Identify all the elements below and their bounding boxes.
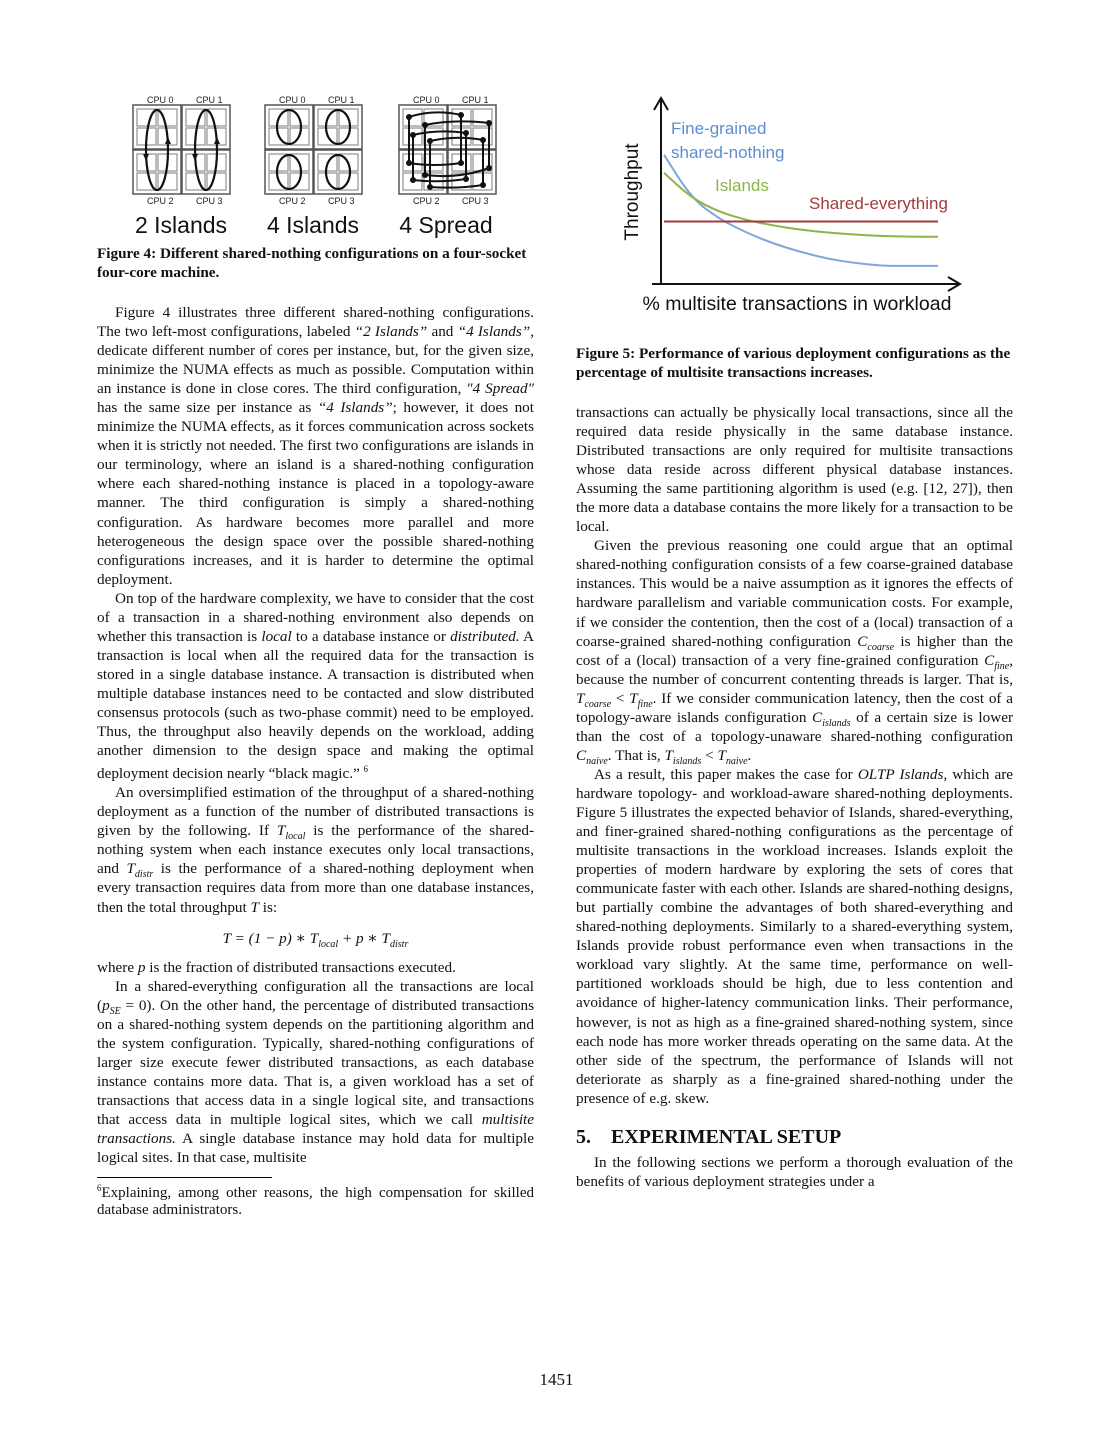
footnote-divider bbox=[97, 1177, 272, 1178]
paragraph: transactions can actually be physically local transactions, since all the required data reside physically in the same database instance. Distributed transactions are only required for multisite transactions whose data reside across different physical database instances. Assuming the same partitioning algorithm is used (e.g. [12, 27]), then the more data a database contains the more likely for a transaction to be local. bbox=[576, 404, 1013, 536]
paragraph: In the following sections we perform a thorough evaluation of the benefits of various deployment strategies under a bbox=[576, 1153, 1013, 1190]
paragraph: Given the previous reasoning one could argue that an optimal shared-nothing configuration consists of a few coarse-grained database instances. This would be a naive assumption as it ignores the effects of hardware parallelism and variable communication costs. For example, if we consider the contention, then the cost of a (local) transaction of a coarse-grained shared-nothing configuration $C_{coarse}$ is higher than the cost of a (local) transaction of a very fine-grained configuration $C_{fine}$, because the number of concurrent contenting threads is larger. That is, $T_{coarse} < T_{fine}$. If we consider communication latency, then the cost of a topology-aware islands configuration $C_{islands}$ of a certain size is lower than the cost of a topology-unaware shared-nothing configuration $C_{naive}$. That is, $T_{islands} < T_{naive}$. bbox=[576, 537, 1014, 767]
paragraph: Figure 4 illustrates three different shared-nothing configurations. The two left-most configurations, labeled “2 Islands” and “4 Islands”, dedicate different number of cores per instance, but, for the given size, minimize the NUMA effects as much as possible. Computation within an instance is done in close cores. The third configuration, "4 Spread" has the same size per instance as “4 Islands”; however, it does not minimize the NUMA effects, as it forces communication across sockets when it is strictly not needed. The first two configurations are islands in our terminology, where an island is a shared-nothing configuration where each shared-nothing instance is placed in a topology-aware manner. The third configuration is simply a shared-nothing configuration. As hardware becomes more parallel and more heterogeneous the design space over the possible shared-nothing configurations increases, and it is harder to determine the optimal deployment. bbox=[97, 304, 534, 588]
cpu-label: CPU 1 bbox=[328, 95, 355, 105]
config-label-2-islands: 2 Islands bbox=[134, 212, 228, 238]
legend-fine-grained-line1: Fine-grained bbox=[671, 119, 767, 138]
equation: T = (1 − p) ∗ $T_{local} + p$ ∗ $T_{distr}$ bbox=[222, 929, 409, 950]
paragraph: An oversimplified estimation of the throughput of a shared-nothing deployment as a function of the number of distributed transactions is given by the following. If $T_{local}$ is the performance of the shared-nothing system when each instance executes only local transactions, and $T_{distr}$ is the performance of a shared-nothing deployment when every transaction requires data from more than one database instances, then the total throughput T is: bbox=[97, 784, 535, 916]
footnote: $^6$Explaining, among other reasons, the high compensation for skilled database administrators. bbox=[97, 1183, 534, 1219]
config-2-islands-diagram bbox=[133, 105, 230, 194]
legend-shared-everything: Shared-everything bbox=[809, 194, 948, 213]
paragraph: where p is the fraction of distributed transactions executed. bbox=[97, 958, 456, 976]
figure-4-caption: Figure 4: Different shared-nothing configurations on a four-socket four-core machine. bbox=[97, 245, 527, 281]
config-label-4-spread: 4 Spread bbox=[399, 212, 493, 238]
figure-5 bbox=[612, 92, 982, 347]
figure-4 bbox=[128, 92, 508, 242]
cpu-label: CPU 0 bbox=[279, 95, 306, 105]
paragraph: On top of the hardware complexity, we have to consider that the cost of a transaction in a shared-nothing environment also depends on whether this transaction is local to a database instance or distributed. A transaction is local when all the required data for the transaction is stored in a single database instance. A transaction is distributed when multiple database instances need to be contacted and slow distributed consensus protocols (such as two-phase commit) need to be employed. Thus, the throughput also heavily depends on the workload, adding another dimension to the design space and making the optimal deployment decision nearly “black magic.” $^6$ bbox=[97, 589, 535, 783]
cpu-label: CPU 0 bbox=[413, 95, 440, 105]
paragraph: As a result, this paper makes the case for OLTP Islands, which are hardware topology- and workload-aware shared-nothing deployments. Figure 5 illustrates the expected behavior of Islands, shared-everything, and finer-grained shared-nothing configurations as the percentage of multisite transactions in the workload increases. Islands exploit the properties of modern hardware by exploring the sets of cores that communicate faster with each other. Islands are shared-nothing designs, but partially combine the advantages of both shared-everything and shared-nothing deployments. Similarly to a shared-everything system, Islands provide robust performance even when transactions in the workload vary slightly. At the same time, performance on well-partitioned workloads should be high, due to less contention and avoidance of higher-latency communication links. Their performance, however, is not as high as a fine-grained shared-nothing system, since each node has more worker threads operating on the same data. At the other side of the spectrum, the performance of Islands will not deteriorate as sharply as a fine-grained shared-nothing under the presence of e.g. skew. bbox=[576, 765, 1013, 1107]
figure-4-diagram bbox=[128, 92, 508, 202]
legend-fine-grained-line2: shared-nothing bbox=[671, 143, 785, 162]
cpu-label: CPU 3 bbox=[328, 196, 355, 206]
footnote-ref[interactable]: 6 bbox=[363, 764, 369, 775]
page-number: 1451 bbox=[539, 1370, 574, 1389]
config-4-spread-diagram bbox=[399, 105, 496, 194]
cpu-label: CPU 2 bbox=[413, 196, 440, 206]
config-label-4-islands: 4 Islands bbox=[266, 212, 360, 238]
cpu-label: CPU 2 bbox=[147, 196, 174, 206]
figure-5-caption: Figure 5: Performance of various deployment configurations as the percentage of multisite transactions increases. bbox=[576, 345, 1011, 381]
cpu-label: CPU 1 bbox=[196, 95, 223, 105]
cpu-label: CPU 1 bbox=[462, 95, 489, 105]
config-4-islands-diagram bbox=[265, 105, 362, 194]
right-column bbox=[576, 344, 1013, 1191]
cpu-label: CPU 3 bbox=[462, 196, 489, 206]
x-axis-label: % multisite transactions in workload bbox=[642, 293, 952, 315]
cpu-label: CPU 3 bbox=[196, 196, 223, 206]
left-column bbox=[97, 244, 534, 1219]
y-axis-label: Throughput bbox=[622, 143, 643, 241]
paragraph: In a shared-everything configuration all the transactions are local $(p_{SE} = 0)$. On the other hand, the percentage of distributed transactions on a shared-nothing system depends on the partitioning algorithm and the system configuration. Typically, shared-nothing configurations of larger size execute fewer distributed transactions, as each database instance contains more data. That is, a given workload has a set of transactions that access data in a single logical site, and transactions that access data in multiple logical sites, which we call multisite transactions. A single database instance may hold data for multiple logical sites. In that case, multisite bbox=[97, 977, 534, 1167]
section-heading: 5. EXPERIMENTAL SETUP bbox=[576, 1125, 842, 1148]
legend-islands: Islands bbox=[715, 176, 769, 195]
cpu-label: CPU 2 bbox=[279, 196, 306, 206]
cpu-label: CPU 0 bbox=[147, 95, 174, 105]
